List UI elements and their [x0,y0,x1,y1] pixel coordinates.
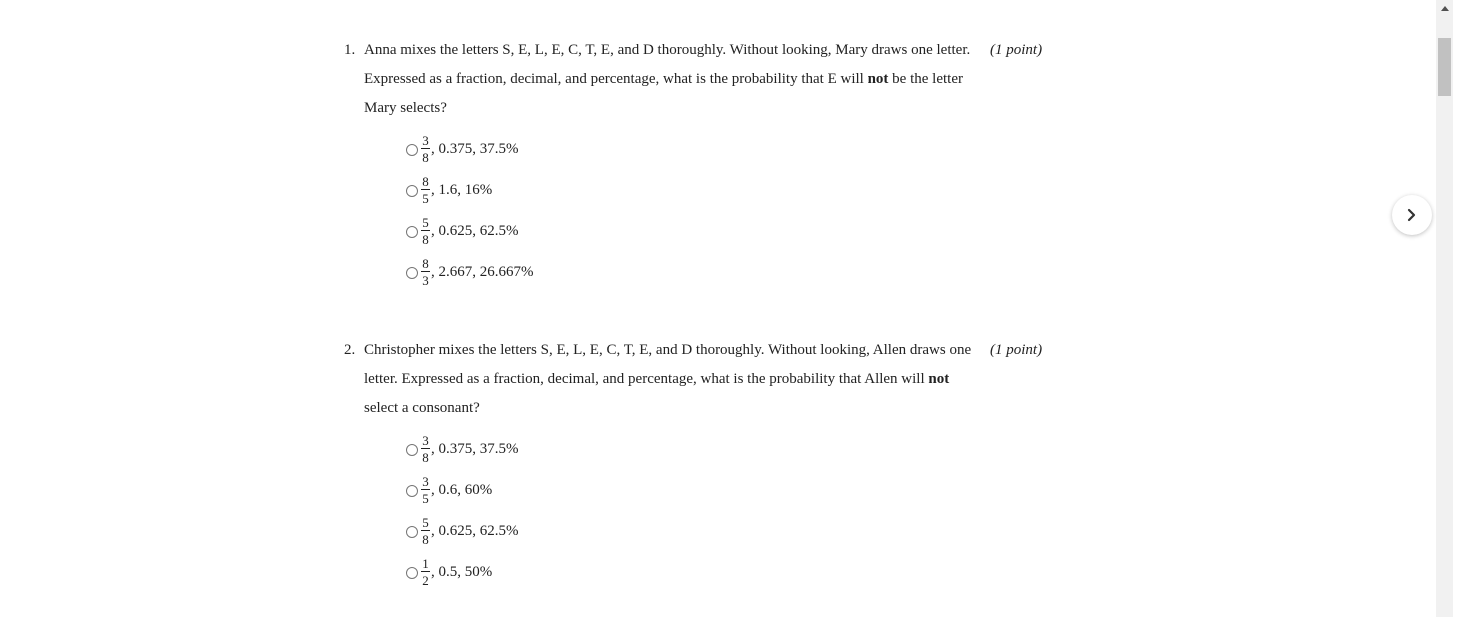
question-points: (1 point) [990,342,1043,358]
scrollbar-thumb[interactable] [1438,38,1451,96]
option-label: , 2.667, 26.667% [431,263,534,280]
vertical-scrollbar[interactable] [1436,0,1453,617]
option-label: , 0.625, 62.5% [431,522,519,539]
question-points: (1 point) [990,42,1043,58]
fraction: $\frac{8}{5}$ [422,174,429,206]
next-button[interactable] [1392,195,1432,235]
radio-button[interactable] [406,485,418,497]
option-label: , 0.5, 50% [431,563,493,580]
radio-button[interactable] [406,267,418,279]
answer-option-3[interactable] [406,212,519,250]
answer-option-4[interactable] [406,253,534,291]
radio-button[interactable] [406,226,418,238]
question-number: 2. [344,342,356,358]
fraction: $\frac{5}{8}$ [422,515,429,547]
fraction: $\frac{3}{8}$ [422,133,429,165]
option-label: , 0.375, 37.5% [431,440,519,457]
chevron-right-icon [1406,208,1418,222]
fraction: $\frac{5}{8}$ [422,215,429,247]
answer-option-1[interactable] [406,130,519,168]
fraction: $\frac{8}{3}$ [422,256,429,288]
radio-button[interactable] [406,144,418,156]
answer-option-2[interactable] [406,171,492,209]
radio-button[interactable] [406,444,418,456]
answer-option-2[interactable] [406,471,492,509]
radio-button[interactable] [406,567,418,579]
question-text: Anna mixes the letters S, E, L, E, C, T, E, and D thoroughly. Without looking, Mary draws one letter. Expressed as a fraction, decimal, and percentage, what is the probability that E will not be the letter Mary selects? [364,42,971,116]
option-label: , 0.6, 60% [431,481,493,498]
answer-option-3[interactable] [406,512,519,550]
option-label: , 1.6, 16% [431,181,493,198]
option-label: , 0.625, 62.5% [431,222,519,239]
triangle-up-icon [1441,6,1449,11]
question-number: 1. [344,42,356,58]
fraction: $\frac{1}{2}$ [422,556,429,588]
answer-option-1[interactable] [406,430,519,468]
option-label: , 0.375, 37.5% [431,140,519,157]
fraction: $\frac{3}{8}$ [422,433,429,465]
scroll-up-button[interactable] [1436,0,1453,17]
radio-button[interactable] [406,526,418,538]
question-text: Christopher mixes the letters S, E, L, E, C, T, E, and D thoroughly. Without looking, Allen draws one letter. Expressed as a fraction, decimal, and percentage, what is the probability that Allen will not select a consonant? [364,342,972,416]
radio-button[interactable] [406,185,418,197]
fraction: $\frac{3}{5}$ [422,474,429,506]
answer-option-4[interactable] [406,553,492,591]
